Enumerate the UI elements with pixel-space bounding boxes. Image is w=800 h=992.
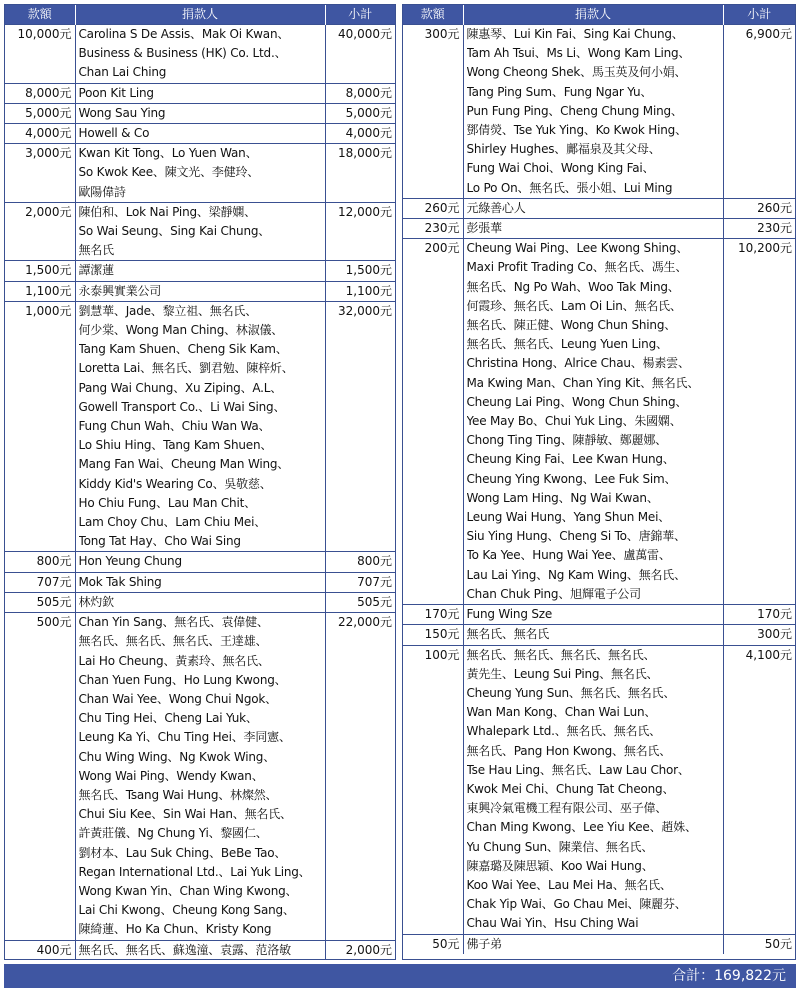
donor-name-line: So Kwok Kee、陳文光、李健玲、 <box>78 165 260 180</box>
donor-name-line: 佛子弟 <box>466 936 502 951</box>
donor-names <box>463 625 723 645</box>
donor-name-line: Chan Wai Yee、Wong Chui Ngok、 <box>78 691 277 706</box>
donor-name-line: 無名氏、無名氏、無名氏、無名氏、 <box>466 647 656 662</box>
donor-names <box>463 645 723 934</box>
donor-name-line: 劉慧華、Jade、黎立祖、無名氏、 <box>78 303 257 318</box>
donor-name-line: Chau Wai Yin、Hsu Ching Wai <box>466 916 639 931</box>
donor-name-line: 元綠善心人 <box>466 200 526 215</box>
table-row <box>403 25 795 199</box>
donation-amount: 150元 <box>403 625 463 645</box>
donor-name-line: Regan International Ltd.、Lai Yuk Ling、 <box>78 864 311 879</box>
donation-subtotal: 2,000元 <box>325 940 395 960</box>
donor-name-line: Chu Ting Hei、Cheng Lai Yuk、 <box>78 711 258 726</box>
donor-name-line: Chu Wing Wing、Ng Kwok Wing、 <box>78 749 275 764</box>
table-row <box>5 572 395 592</box>
donor-name-line: Chan Ming Kwong、Lee Yiu Kee、趙姝、 <box>466 820 697 835</box>
donor-names <box>75 281 325 301</box>
donor-name-line: Wong Wai Ping、Wendy Kwan、 <box>78 768 264 783</box>
donor-name-line: Lau Lai Ying、Ng Kam Wing、無名氏、 <box>466 567 686 582</box>
donor-name-line: 東興冷氣電機工程有限公司、巫子偉、 <box>466 801 668 816</box>
table-row <box>5 940 395 960</box>
donor-name-line: Wong Lam Hing、Ng Wai Kwan、 <box>466 490 659 505</box>
donation-subtotal: 4,100元 <box>723 645 795 934</box>
donor-name-line: Lam Choy Chu、Lam Chiu Mei、 <box>78 515 267 530</box>
donor-name-line: 無名氏、無名氏、無名氏、王達雄、 <box>78 634 268 649</box>
table-row <box>403 605 795 625</box>
donor-name-line: 陳伯和、Lok Nai Ping、梁靜嫻、 <box>78 204 256 219</box>
table-row <box>403 219 795 239</box>
table-row <box>403 198 795 218</box>
donor-names <box>75 202 325 261</box>
donor-names <box>75 301 325 552</box>
donor-names <box>463 219 723 239</box>
donation-amount: 50元 <box>403 934 463 954</box>
donor-names <box>75 572 325 592</box>
donation-amount: 260元 <box>403 198 463 218</box>
donation-amount: 8,000元 <box>5 83 75 103</box>
donor-name-line: 無名氏、Pang Hon Kwong、無名氏、 <box>466 743 672 758</box>
table-row <box>5 552 395 572</box>
donor-name-line: To Ka Yee、Hung Wai Yee、盧萬雷、 <box>466 548 671 563</box>
donation-table-right <box>402 4 796 960</box>
table-row <box>5 301 395 552</box>
donation-subtotal: 10,200元 <box>723 239 795 605</box>
donor-name-line: Hon Yeung Chung <box>78 554 182 569</box>
donor-name-line: 何少棠、Wong Man Ching、林淑儀、 <box>78 323 284 338</box>
donor-name-line: Koo Wai Yee、Lau Mei Ha、無名氏、 <box>466 877 672 892</box>
donor-name-line: Cheung Wai Ping、Lee Kwong Shing、 <box>466 241 689 256</box>
donor-name-line: Chui Siu Kee、Sin Wai Han、無名氏、 <box>78 807 292 822</box>
donor-name-line: Leung Wai Hung、Yang Shun Mei、 <box>466 510 671 525</box>
donor-name-line: Maxi Profit Trading Co、無名氏、馮生、 <box>466 260 688 275</box>
donor-name-line: 彭張華 <box>466 221 502 236</box>
donation-subtotal: 707元 <box>325 572 395 592</box>
donation-subtotal: 800元 <box>325 552 395 572</box>
donor-name-line: 陳綺蓮、Ho Ka Chun、Kristy Kong <box>78 922 272 937</box>
donor-name-line: Yee May Bo、Chui Yuk Ling、朱國嫻、 <box>466 414 682 429</box>
donor-name-line: 林灼欽 <box>78 594 114 609</box>
donation-subtotal: 6,900元 <box>723 25 795 199</box>
donation-subtotal: 18,000元 <box>325 144 395 203</box>
donation-amount: 2,000元 <box>5 202 75 261</box>
donor-name-line: Mok Tak Shing <box>78 574 162 589</box>
donor-name-line: Lo Po On、無名氏、張小姐、Lui Ming <box>466 180 673 195</box>
donation-subtotal: 505元 <box>325 592 395 612</box>
donor-name-line: So Wai Seung、Sing Kai Chung、 <box>78 224 271 239</box>
donor-names <box>463 239 723 605</box>
donation-amount: 1,100元 <box>5 281 75 301</box>
donation-subtotal: 300元 <box>723 625 795 645</box>
donor-name-line: Yu Chung Sun、陳業信、無名氏、 <box>466 839 654 854</box>
donor-name-line: Tong Tat Hay、Cho Wai Sing <box>78 534 241 549</box>
donor-name-line: Christina Hong、Alrice Chau、楊素雲、 <box>466 356 690 371</box>
donor-name-line: Chak Yip Wai、Go Chau Mei、陳麗芬、 <box>466 897 687 912</box>
donor-names <box>75 552 325 572</box>
donation-subtotal: 4,000元 <box>325 124 395 144</box>
donation-subtotal: 8,000元 <box>325 83 395 103</box>
header-amount: 款額 <box>5 5 75 25</box>
donation-subtotal: 170元 <box>723 605 795 625</box>
donor-name-line: Cheung Yung Sun、無名氏、無名氏、 <box>466 685 676 700</box>
header-donor: 捐款人 <box>463 5 723 25</box>
donation-subtotal: 12,000元 <box>325 202 395 261</box>
donor-name-line: Kiddy Kid's Wearing Co、吳敬慈、 <box>78 476 272 491</box>
donor-name-line: Cheung Lai Ping、Wong Chun Shing、 <box>466 394 688 409</box>
donor-names <box>463 198 723 218</box>
donor-name-line: 陳惠琴、Lui Kin Fai、Sing Kai Chung、 <box>466 27 684 41</box>
donor-name-line: Chan Yuen Fung、Ho Lung Kwong、 <box>78 672 287 687</box>
donor-names <box>75 592 325 612</box>
donor-name-line: Lo Shiu Hing、Tang Kam Shuen、 <box>78 438 273 453</box>
table-row <box>5 261 395 281</box>
donation-subtotal: 32,000元 <box>325 301 395 552</box>
donation-amount: 170元 <box>403 605 463 625</box>
donor-name-line: Kwan Kit Tong、Lo Yuen Wan、 <box>78 146 258 161</box>
donor-names <box>463 605 723 625</box>
donor-name-line: Tang Kam Shuen、Cheng Sik Kam、 <box>78 342 288 357</box>
donor-name-line: Fung Chun Wah、Chiu Wan Wa、 <box>78 419 271 434</box>
donor-name-line: 無名氏、Tsang Wai Hung、林燦然、 <box>78 787 278 802</box>
donor-names <box>75 103 325 123</box>
donor-names <box>75 25 325 84</box>
donor-name-line: Leung Ka Yi、Chu Ting Hei、李同憲、 <box>78 730 291 745</box>
donation-subtotal: 40,000元 <box>325 25 395 84</box>
table-row <box>403 934 795 954</box>
donation-subtotal: 1,100元 <box>325 281 395 301</box>
donor-name-line: 永泰興實業公司 <box>78 283 162 298</box>
donation-amount: 5,000元 <box>5 103 75 123</box>
table-row <box>403 239 795 605</box>
table-row <box>5 202 395 261</box>
table-row <box>5 613 395 940</box>
donor-name-line: 無名氏、無名氏 <box>466 627 550 642</box>
donor-names <box>463 934 723 954</box>
donor-names <box>75 613 325 940</box>
donation-subtotal: 1,500元 <box>325 261 395 281</box>
donation-subtotal: 5,000元 <box>325 103 395 123</box>
donation-amount: 100元 <box>403 645 463 934</box>
donor-names <box>75 940 325 960</box>
table-row <box>5 592 395 612</box>
donor-name-line: Wan Man Kong、Chan Wai Lun、 <box>466 705 657 720</box>
donation-subtotal: 50元 <box>723 934 795 954</box>
table-row <box>5 83 395 103</box>
donor-name-line: 無名氏、陳正健、Wong Chun Shing、 <box>466 318 677 333</box>
table-row <box>403 625 795 645</box>
donor-name-line: Chong Ting Ting、陳靜敏、鄭麗娜、 <box>466 433 667 448</box>
donor-name-line: 無名氏、Ng Po Wah、Woo Tak Ming、 <box>466 279 680 294</box>
donation-amount: 1,500元 <box>5 261 75 281</box>
donor-name-line: 譚潔蓮 <box>78 263 114 278</box>
grand-total: 合計：169,822元 <box>4 964 796 988</box>
donor-name-line: 劉材本、Lau Suk Ching、BeBe Tao、 <box>78 845 287 860</box>
donation-amount: 4,000元 <box>5 124 75 144</box>
donation-amount: 500元 <box>5 613 75 940</box>
donor-name-line: Pang Wai Chung、Xu Ziping、A.L、 <box>78 380 283 395</box>
donation-amount: 230元 <box>403 219 463 239</box>
table-row <box>5 124 395 144</box>
donor-name-line: Tse Hau Ling、無名氏、Law Lau Chor、 <box>466 762 690 777</box>
header-subtotal: 小計 <box>723 5 795 25</box>
donor-name-line: Wong Kwan Yin、Chan Wing Kwong、 <box>78 883 298 898</box>
donor-name-line: Mang Fan Wai、Cheung Man Wing、 <box>78 457 290 472</box>
table-row <box>403 645 795 934</box>
donor-names <box>75 83 325 103</box>
table-row <box>5 25 395 84</box>
donor-name-line: Lai Chi Kwong、Cheung Kong Sang、 <box>78 903 295 918</box>
donation-subtotal: 22,000元 <box>325 613 395 940</box>
donor-names <box>75 261 325 281</box>
donor-name-line: Shirley Hughes、鄺福泉及其父母、 <box>466 142 661 157</box>
table-header-row <box>403 5 795 25</box>
donor-name-line: Tang Ping Sum、Fung Ngar Yu、 <box>466 84 653 99</box>
donor-name-line: Pun Fung Ping、Cheng Chung Ming、 <box>466 103 683 118</box>
donation-amount: 10,000元 <box>5 25 75 84</box>
donor-name-line: Howell & Co <box>78 126 150 141</box>
donor-name-line: Chan Chuk Ping、旭輝電子公司 <box>466 586 641 601</box>
donor-name-line: Carolina S De Assis、Mak Oi Kwan、 <box>78 27 290 41</box>
donation-amount: 200元 <box>403 239 463 605</box>
table-row <box>5 281 395 301</box>
donor-names <box>463 25 723 199</box>
donor-name-line: Loretta Lai、無名氏、劉君勉、陳梓炘、 <box>78 361 294 376</box>
donor-name-line: 無名氏 <box>78 243 114 258</box>
donation-rows-left <box>5 25 395 960</box>
donation-amount: 505元 <box>5 592 75 612</box>
donor-name-line: Poon Kit Ling <box>78 85 154 100</box>
header-donor: 捐款人 <box>75 5 325 25</box>
header-subtotal: 小計 <box>325 5 395 25</box>
donor-name-line: Ho Chiu Fung、Lau Man Chit、 <box>78 495 256 510</box>
table-row <box>5 103 395 123</box>
donor-name-line: Whalepark Ltd.、無名氏、無名氏、 <box>466 724 661 739</box>
donation-table-left <box>4 4 396 960</box>
donor-name-line: Siu Ying Hung、Cheng Si To、唐錦華、 <box>466 529 686 544</box>
donor-name-line: Tam Ah Tsui、Ms Li、Wong Kam Ling、 <box>466 46 691 61</box>
donation-subtotal: 230元 <box>723 219 795 239</box>
donation-amount: 3,000元 <box>5 144 75 203</box>
donor-name-line: Chan Yin Sang、無名氏、袁偉健、 <box>78 615 269 630</box>
donor-name-line: Cheung King Fai、Lee Kwan Hung、 <box>466 452 675 467</box>
donor-name-line: Kwok Mei Chi、Chung Tat Cheong、 <box>466 781 675 796</box>
donor-name-line: 黃先生、Leung Sui Ping、無名氏、 <box>466 666 659 681</box>
table-row <box>5 144 395 203</box>
donation-rows-right <box>403 25 795 954</box>
donor-name-line: Wong Sau Ying <box>78 105 166 120</box>
donation-amount: 400元 <box>5 940 75 960</box>
donor-name-line: Fung Wing Sze <box>466 607 553 622</box>
donor-names <box>75 144 325 203</box>
donor-names <box>75 124 325 144</box>
donation-subtotal: 260元 <box>723 198 795 218</box>
donor-name-line: 鄧倩熒、Tse Yuk Ying、Ko Kwok Hing、 <box>466 123 687 138</box>
table-header-row <box>5 5 395 25</box>
donor-name-line: 無名氏、無名氏、蘇逸潼、袁露、范洛敏 <box>78 942 291 957</box>
donor-name-line: Business & Business (HK) Co. Ltd.、 <box>78 46 287 61</box>
donation-amount: 300元 <box>403 25 463 199</box>
donor-name-line: 無名氏、無名氏、Leung Yuen Ling、 <box>466 337 668 352</box>
donor-name-line: Wong Cheong Shek、馬玉英及何小娟、 <box>466 65 687 80</box>
donor-name-line: 許黃莊儀、Ng Chung Yi、黎國仁、 <box>78 826 268 841</box>
donation-amount: 800元 <box>5 552 75 572</box>
donor-name-line: Chan Lai Ching <box>78 65 167 80</box>
donor-name-line: Cheung Ying Kwong、Lee Fuk Sim、 <box>466 471 677 486</box>
donation-amount: 1,000元 <box>5 301 75 552</box>
donor-name-line: Lai Ho Cheung、黃素玲、無名氏、 <box>78 653 270 668</box>
header-amount: 款額 <box>403 5 463 25</box>
donor-name-line: 陳嘉璐及陳思穎、Koo Wai Hung、 <box>466 858 654 873</box>
donor-name-line: 歐陽偉詩 <box>78 184 126 199</box>
donor-name-line: Gowell Transport Co.、Li Wai Sing、 <box>78 399 286 414</box>
donor-name-line: Fung Wai Choi、Wong King Fai、 <box>466 161 655 176</box>
donation-amount: 707元 <box>5 572 75 592</box>
donor-name-line: 何霞珍、無名氏、Lam Oi Lin、無名氏、 <box>466 298 682 313</box>
donor-name-line: Ma Kwing Man、Chan Ying Kit、無名氏、 <box>466 375 700 390</box>
